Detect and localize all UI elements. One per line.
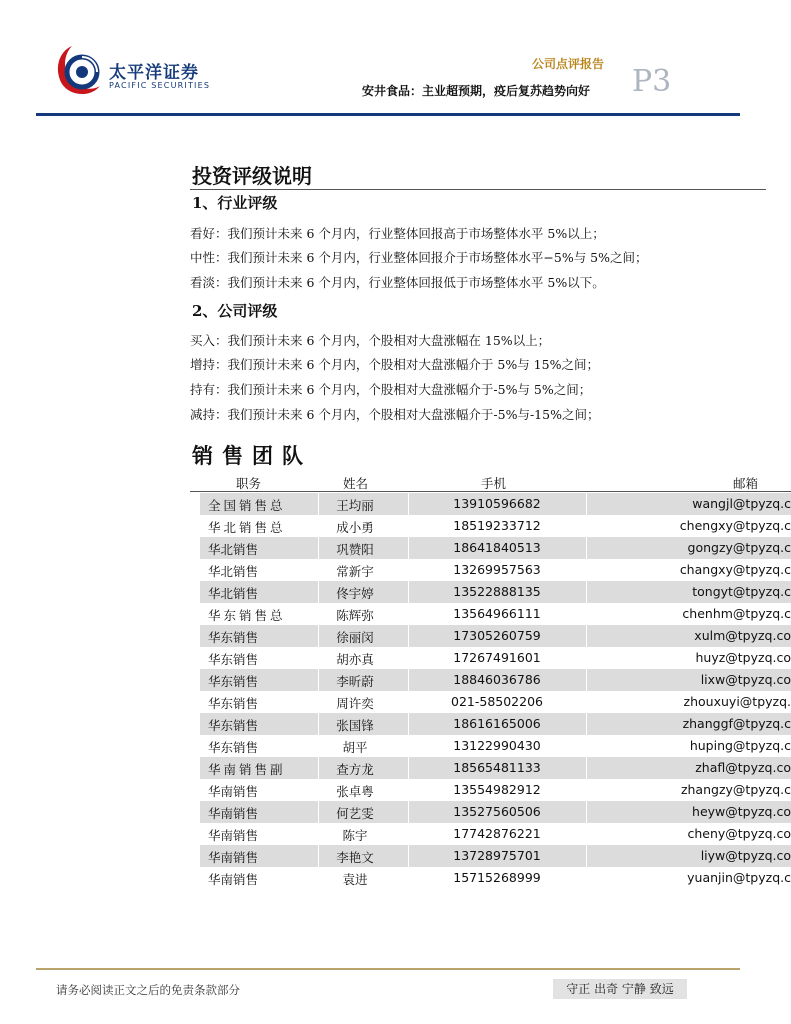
industry-rating-line: 看淡：我们预计未来 6 个月内，行业整体回报低于市场整体水平 5%以下。 xyxy=(190,275,605,290)
column-divider xyxy=(408,559,409,581)
column-divider xyxy=(318,735,319,757)
table-row xyxy=(200,779,791,801)
cell-name: 陈辉弥 xyxy=(336,608,374,623)
column-divider xyxy=(586,647,587,669)
cell-phone: 13522888135 xyxy=(453,584,541,599)
industry-rating-line: 中性：我们预计未来 6 个月内，行业整体回报介于市场整体水平−5%与 5%之间； xyxy=(190,250,648,265)
cell-email[interactable]: cheny@tpyzq.co xyxy=(687,826,791,841)
column-divider xyxy=(318,669,319,691)
cell-phone: 13728975701 xyxy=(453,848,541,863)
cell-email[interactable]: lixw@tpyzq.co xyxy=(700,672,791,687)
column-divider xyxy=(586,603,587,625)
cell-role: 华东销售 xyxy=(208,652,259,667)
cell-role: 华东销售总 xyxy=(208,608,286,623)
cell-email[interactable]: zhouxuyi@tpyzq. xyxy=(683,694,791,709)
table-row xyxy=(200,691,791,713)
cell-email[interactable]: liyw@tpyzq.co xyxy=(700,848,791,863)
cell-name: 常新宇 xyxy=(336,564,374,579)
column-divider xyxy=(408,669,409,691)
column-divider xyxy=(318,801,319,823)
cell-email[interactable]: changxy@tpyzq.c xyxy=(679,562,791,577)
cell-name: 胡亦真 xyxy=(336,652,374,667)
cell-role: 华东销售 xyxy=(208,740,259,755)
cell-name: 巩赞阳 xyxy=(336,542,374,557)
table-row xyxy=(200,559,791,581)
cell-name: 查方龙 xyxy=(336,762,374,777)
cell-email[interactable]: tongyt@tpyzq.c xyxy=(692,584,791,599)
column-divider xyxy=(318,867,319,889)
column-divider xyxy=(586,581,587,603)
cell-phone: 13122990430 xyxy=(453,738,541,753)
column-divider xyxy=(318,779,319,801)
cell-email[interactable]: chengxy@tpyzq.c xyxy=(679,518,791,533)
cell-phone: 13910596682 xyxy=(453,496,541,511)
cell-phone: 18519233712 xyxy=(453,518,541,533)
rating-title-underline xyxy=(190,189,766,190)
cell-name: 袁进 xyxy=(342,872,368,887)
column-header-email: 邮箱 xyxy=(733,476,759,491)
footer-disclaimer: 请务必阅读正文之后的免责条款部分 xyxy=(56,983,240,997)
column-divider xyxy=(586,537,587,559)
table-row xyxy=(200,537,791,559)
column-divider xyxy=(408,603,409,625)
industry-rating-heading: 1、行业评级 xyxy=(192,194,278,212)
column-divider xyxy=(586,515,587,537)
table-row xyxy=(200,757,791,779)
cell-phone: 13554982912 xyxy=(453,782,541,797)
column-divider xyxy=(586,559,587,581)
table-row xyxy=(200,493,791,515)
company-rating-line: 买入：我们预计未来 6 个月内，个股相对大盘涨幅在 15%以上； xyxy=(190,333,551,348)
column-divider xyxy=(586,779,587,801)
table-row xyxy=(200,669,791,691)
footer-divider xyxy=(36,968,740,970)
cell-email[interactable]: xulm@tpyzq.co xyxy=(694,628,791,643)
column-header-name: 姓名 xyxy=(343,476,369,491)
column-divider xyxy=(408,581,409,603)
column-divider xyxy=(408,801,409,823)
column-divider xyxy=(586,493,587,515)
column-divider xyxy=(586,757,587,779)
column-divider xyxy=(586,823,587,845)
logo-english-name: PACIFIC SECURITIES xyxy=(109,81,211,90)
cell-email[interactable]: yuanjin@tpyzq.c xyxy=(687,870,791,885)
column-divider xyxy=(408,691,409,713)
cell-phone: 021-58502206 xyxy=(451,694,543,709)
column-divider xyxy=(586,625,587,647)
cell-phone: 13527560506 xyxy=(453,804,541,819)
column-divider xyxy=(318,845,319,867)
cell-role: 华北销售总 xyxy=(208,520,286,535)
cell-phone: 18616165006 xyxy=(453,716,541,731)
column-divider xyxy=(408,647,409,669)
cell-phone: 18641840513 xyxy=(453,540,541,555)
column-divider xyxy=(318,537,319,559)
table-row xyxy=(200,801,791,823)
column-divider xyxy=(318,493,319,515)
table-row xyxy=(200,713,791,735)
table-row xyxy=(200,581,791,603)
cell-role: 全国销售总 xyxy=(208,498,286,513)
cell-phone: 18565481133 xyxy=(453,760,541,775)
company-logo xyxy=(52,40,222,100)
column-divider xyxy=(408,845,409,867)
cell-name: 王均丽 xyxy=(336,498,374,513)
cell-name: 胡平 xyxy=(342,740,368,755)
column-divider xyxy=(318,823,319,845)
column-divider xyxy=(318,647,319,669)
cell-name: 张国锋 xyxy=(336,718,374,733)
cell-phone: 17305260759 xyxy=(453,628,541,643)
cell-email[interactable]: huping@tpyzq.c xyxy=(689,738,791,753)
logo-chinese-name: 太平洋证券 xyxy=(109,63,199,83)
column-divider xyxy=(586,867,587,889)
column-divider xyxy=(408,713,409,735)
cell-phone: 13564966111 xyxy=(453,606,541,621)
column-divider xyxy=(318,757,319,779)
cell-email[interactable]: zhanggf@tpyzq.c xyxy=(682,716,791,731)
company-rating-line: 持有：我们预计未来 6 个月内，个股相对大盘涨幅介于-5%与 5%之间； xyxy=(190,382,592,397)
table-row xyxy=(200,603,791,625)
column-divider xyxy=(408,735,409,757)
cell-role: 华东销售 xyxy=(208,696,259,711)
column-divider xyxy=(408,779,409,801)
column-divider xyxy=(318,713,319,735)
page-number: P3 xyxy=(632,64,672,99)
column-divider xyxy=(408,823,409,845)
company-rating-line: 减持：我们预计未来 6 个月内，个股相对大盘涨幅介于-5%与-15%之间； xyxy=(190,407,600,422)
cell-role: 华北销售 xyxy=(208,564,259,579)
footer-motto: 守正 出奇 宁静 致远 xyxy=(553,979,687,999)
industry-rating-line: 看好：我们预计未来 6 个月内，行业整体回报高于市场整体水平 5%以上； xyxy=(190,226,605,241)
cell-email[interactable]: gongzy@tpyzq.c xyxy=(687,540,791,555)
column-divider xyxy=(408,537,409,559)
report-title: 安井食品：主业超预期，疫后复苏趋势向好 xyxy=(362,84,591,98)
column-divider xyxy=(408,867,409,889)
company-rating-heading: 2、公司评级 xyxy=(192,302,278,320)
cell-name: 成小勇 xyxy=(336,520,374,535)
table-row xyxy=(200,625,791,647)
column-divider xyxy=(408,757,409,779)
cell-phone: 17267491601 xyxy=(453,650,541,665)
cell-role: 华东销售 xyxy=(208,718,259,733)
cell-name: 佟宇婷 xyxy=(336,586,374,601)
cell-role: 华南销售 xyxy=(208,850,259,865)
cell-phone: 17742876221 xyxy=(453,826,541,841)
cell-email[interactable]: heyw@tpyzq.co xyxy=(692,804,791,819)
column-divider xyxy=(318,691,319,713)
column-divider xyxy=(318,581,319,603)
table-row xyxy=(200,735,791,757)
report-type: 公司点评报告 xyxy=(532,57,605,71)
table-row xyxy=(200,647,791,669)
rating-section-title: 投资评级说明 xyxy=(192,164,312,188)
cell-phone: 15715268999 xyxy=(453,870,541,885)
cell-role: 华东销售 xyxy=(208,674,259,689)
cell-role: 华南销售 xyxy=(208,806,259,821)
company-rating-line: 增持：我们预计未来 6 个月内，个股相对大盘涨幅介于 5%与 15%之间； xyxy=(190,357,599,372)
cell-role: 华北销售 xyxy=(208,586,259,601)
cell-email[interactable]: huyz@tpyzq.co xyxy=(695,650,791,665)
column-divider xyxy=(318,515,319,537)
column-divider xyxy=(586,801,587,823)
cell-name: 李艳文 xyxy=(336,850,374,865)
table-row xyxy=(200,515,791,537)
cell-role: 华南销售 xyxy=(208,828,259,843)
header-divider xyxy=(36,113,740,116)
column-divider xyxy=(586,713,587,735)
cell-email[interactable]: wangjl@tpyzq.c xyxy=(692,496,791,511)
cell-phone: 13269957563 xyxy=(453,562,541,577)
cell-name: 张卓粤 xyxy=(336,784,374,799)
cell-role: 华南销售 xyxy=(208,784,259,799)
column-header-phone: 手机 xyxy=(481,476,507,491)
cell-name: 周许奕 xyxy=(336,696,374,711)
column-divider xyxy=(318,559,319,581)
column-divider xyxy=(408,493,409,515)
cell-name: 何艺雯 xyxy=(336,806,374,821)
column-divider xyxy=(586,669,587,691)
cell-role: 华南销售 xyxy=(208,872,259,887)
cell-email[interactable]: zhangzy@tpyzq.c xyxy=(680,782,791,797)
cell-email[interactable]: chenhm@tpyzq.c xyxy=(682,606,791,621)
column-divider xyxy=(586,735,587,757)
cell-role: 华北销售 xyxy=(208,542,259,557)
cell-name: 徐丽闵 xyxy=(336,630,374,645)
column-divider xyxy=(586,691,587,713)
cell-name: 李昕蔚 xyxy=(336,674,374,689)
cell-name: 陈宇 xyxy=(342,828,368,843)
column-divider xyxy=(408,515,409,537)
column-divider xyxy=(408,625,409,647)
pacific-securities-logo-icon xyxy=(52,40,104,100)
column-divider xyxy=(318,625,319,647)
cell-email[interactable]: zhafl@tpyzq.co xyxy=(695,760,791,775)
table-row xyxy=(200,845,791,867)
sales-table-header xyxy=(190,471,791,492)
column-header-role: 职务 xyxy=(236,476,262,491)
cell-role: 华南销售副 xyxy=(208,762,286,777)
cell-role: 华东销售 xyxy=(208,630,259,645)
cell-phone: 18846036786 xyxy=(453,672,541,687)
sales-team-table xyxy=(200,493,791,889)
table-row xyxy=(200,867,791,889)
column-divider xyxy=(318,603,319,625)
table-row xyxy=(200,823,791,845)
column-divider xyxy=(586,845,587,867)
sales-team-title: 销售团队 xyxy=(192,443,312,468)
